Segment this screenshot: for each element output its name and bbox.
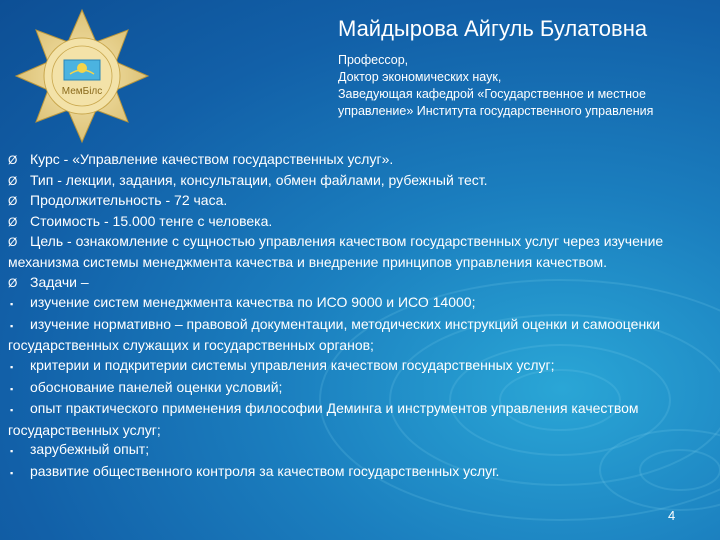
list-item bbox=[8, 378, 708, 400]
list-item bbox=[8, 315, 708, 356]
list-item-text: зарубежный опыт; bbox=[30, 441, 150, 458]
list-item-text: обоснование панелей оценки условий; bbox=[30, 378, 283, 395]
institute-logo bbox=[14, 8, 150, 144]
square-bullet-icon: ▪ bbox=[10, 383, 14, 394]
list-item-text: изучение систем менеджмента качества по ИСО 9000 и ИСО 14000; bbox=[30, 294, 476, 311]
square-bullet-icon: ▪ bbox=[10, 405, 14, 416]
arrow-bullet-icon: Ø bbox=[8, 153, 18, 167]
list-item bbox=[8, 462, 708, 484]
list-item-text: изучение нормативно – правовой документации, методических инструкций оценки и самооценки государственных служащих и государственных органов; bbox=[8, 315, 661, 354]
list-item bbox=[8, 171, 708, 192]
arrow-bullet-icon: Ø bbox=[8, 173, 18, 188]
list-item-text: Курс - «Управление качеством государственных услуг». bbox=[30, 151, 394, 167]
author-header bbox=[338, 16, 710, 120]
list-item-text: развитие общественного контроля за качеством государственных услуг. bbox=[30, 462, 500, 479]
list-item-text: Задачи – bbox=[30, 273, 89, 290]
list-item-text: критерии и подкритерии системы управления качеством государственных услуг; bbox=[30, 356, 555, 373]
list-item bbox=[8, 191, 708, 212]
author-title-line: управление» Института государственного управления bbox=[338, 104, 654, 118]
list-item bbox=[8, 150, 708, 171]
list-item bbox=[8, 212, 708, 233]
list-item-text: Тип - лекции, задания, консультации, обмен файлами, рубежный тест. bbox=[30, 171, 488, 188]
square-bullet-icon: ▪ bbox=[10, 446, 14, 457]
square-bullet-icon: ▪ bbox=[10, 299, 14, 310]
square-bullet-icon: ▪ bbox=[10, 361, 14, 372]
list-item bbox=[8, 273, 708, 294]
list-item bbox=[8, 356, 708, 378]
list-item-text: Стоимость - 15.000 тенге с человека. bbox=[30, 212, 273, 229]
list-item bbox=[8, 293, 708, 315]
logo-text: МемБілс bbox=[61, 86, 103, 97]
list-item bbox=[8, 440, 708, 462]
arrow-bullet-icon: Ø bbox=[8, 235, 18, 250]
arrow-bullet-icon: Ø bbox=[8, 194, 18, 209]
author-title-line: Профессор, bbox=[338, 53, 409, 67]
list-item bbox=[8, 232, 708, 272]
list-item-text: опыт практического применения философии Деминга и инструментов управления качеством государственных услуг; bbox=[8, 400, 639, 438]
page-number: 4 bbox=[668, 508, 676, 523]
list-item-text: Цель - ознакомление с сущностью управления качеством государственных услуг через изучение механизма системы менеджмента качества и внедрение принципов управления качеством. bbox=[8, 233, 664, 270]
author-title-line: Доктор экономических наук, bbox=[338, 70, 502, 84]
star-emblem-icon bbox=[14, 8, 150, 144]
list-item-text: Продолжительность - 72 часа. bbox=[30, 192, 228, 209]
course-description bbox=[8, 150, 708, 484]
square-bullet-icon: ▪ bbox=[10, 467, 14, 478]
arrow-bullet-icon: Ø bbox=[8, 275, 18, 290]
arrow-bullet-icon: Ø bbox=[8, 214, 18, 229]
author-name: Майдырова Айгуль Булатовна bbox=[338, 16, 648, 41]
list-item bbox=[8, 399, 708, 440]
author-title-line: Заведующая кафедрой «Государственное и местное bbox=[338, 87, 646, 101]
square-bullet-icon: ▪ bbox=[10, 320, 14, 331]
